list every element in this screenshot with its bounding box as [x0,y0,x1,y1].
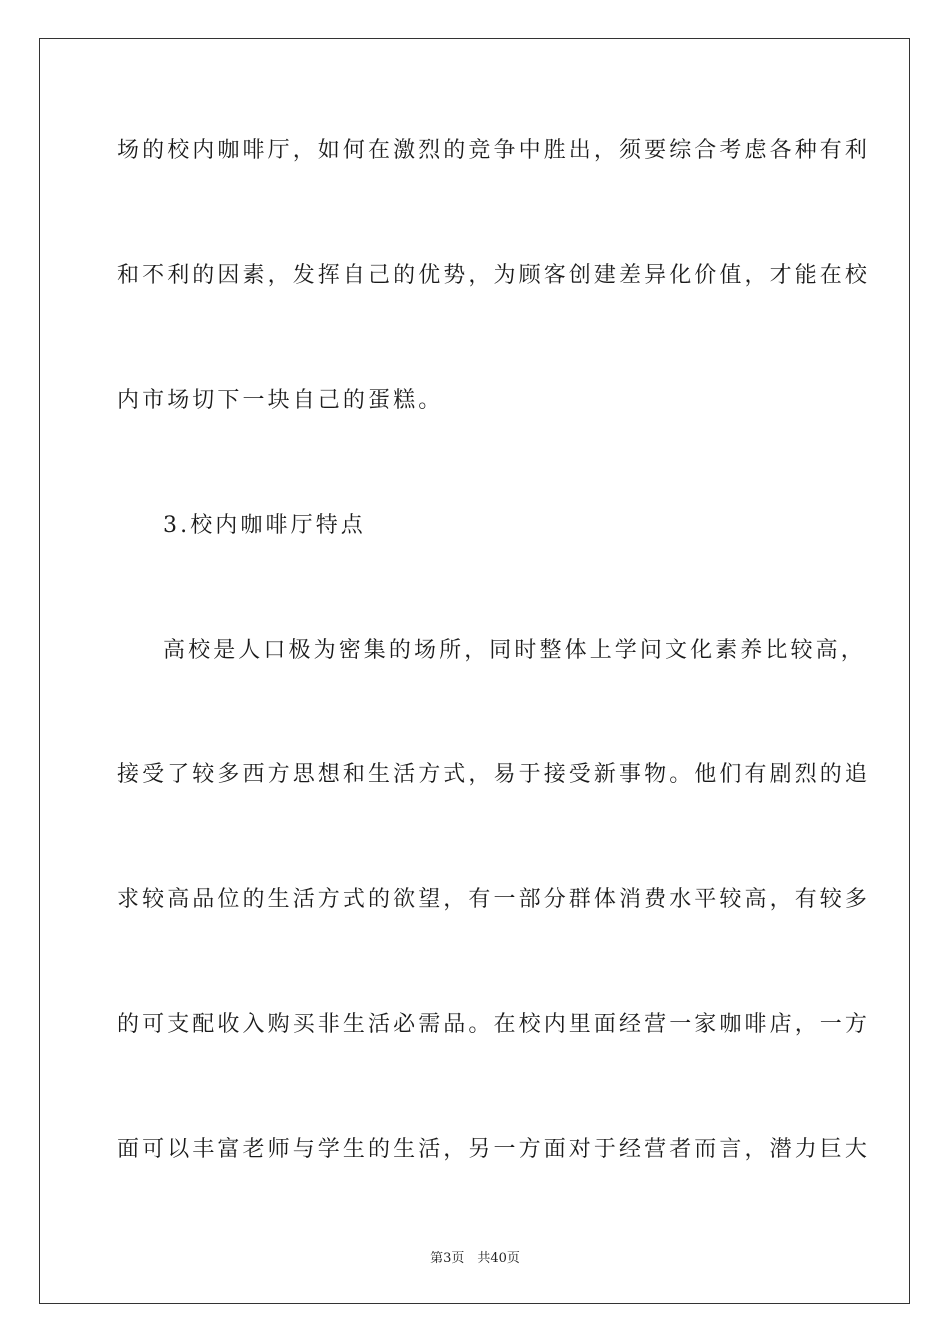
paragraph-line: 求较高品位的生活方式的欲望，有一部分群体消费水平较高，有较多 [117,887,871,912]
paragraph-line: 的可支配收入购买非生活必需品。在校内里面经营一家咖啡店，一方 [117,1012,871,1037]
paragraph-line: 和不利的因素，发挥自己的优势，为顾客创建差异化价值，才能在校 [117,263,871,288]
page-number-footer: 第3页 共40页 [430,1251,520,1266]
paragraph-line: 面可以丰富老师与学生的生活，另一方面对于经营者而言，潜力巨大 [117,1137,871,1162]
paragraph-line: 接受了较多西方思想和生活方式，易于接受新事物。他们有剧烈的追 [117,762,871,787]
page-border [39,38,910,1304]
paragraph-line: 内市场切下一块自己的蛋糕。 [117,388,444,413]
paragraph-line: 场的校内咖啡厅，如何在激烈的竞争中胜出，须要综合考虑各种有利 [117,138,871,163]
section-heading: 3.校内咖啡厅特点 [163,513,366,538]
paragraph-line: 高校是人口极为密集的场所，同时整体上学问文化素养比较高， [163,638,866,663]
